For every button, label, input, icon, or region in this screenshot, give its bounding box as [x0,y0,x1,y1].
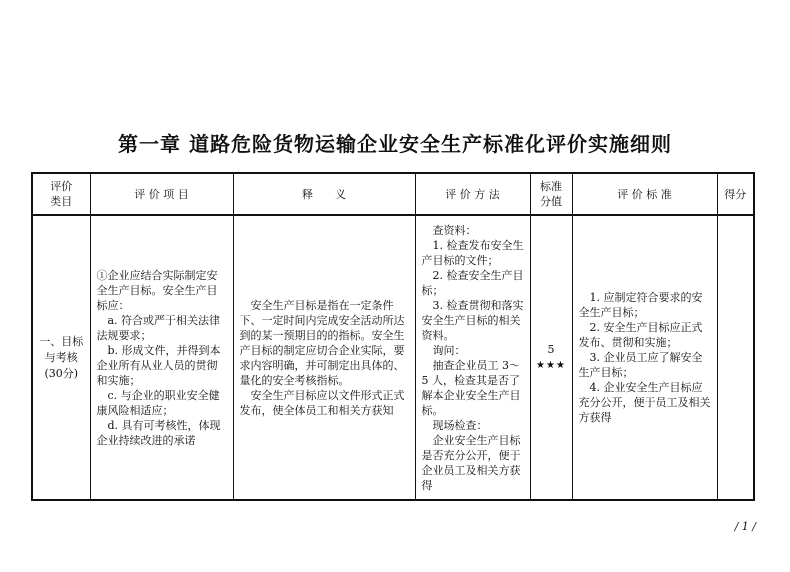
header-standard: 评 价 标 准 [572,173,717,215]
explanation-cell [233,215,415,500]
item-d: d. 具有可考核性，体现企业持续改进的承诺 [96,418,221,447]
method-cell [415,215,530,500]
method-line-6: 抽查企业员工 3～5 人，检查其是否了解本企业安全生产目标。 [421,358,521,417]
page-number: / 1 / [734,520,756,533]
method-line-3: 2. 检查安全生产目标； [421,268,524,297]
method-line-1: 查资料： [432,223,477,237]
header-score-line1: 标准 [540,180,562,193]
chapter-title: 第一章 道路危险货物运输企业安全生产标准化评价实施细则 [118,132,672,156]
evaluation-table [31,172,755,501]
method-line-4: 3. 检查贯彻和落实安全生产目标的相关资料。 [421,298,524,342]
result-cell [717,215,754,500]
table-row [32,215,754,500]
standard-line-4: 4. 企业安全生产目标应充分公开，便于员工及相关方获得 [578,381,711,424]
standard-cell [572,215,717,500]
header-method: 评 价 方 法 [415,173,530,215]
header-score-line2: 分值 [540,195,562,208]
table-header-row [32,173,754,215]
method-line-2: 1. 检查发布安全生产目标的文件； [421,238,524,267]
header-explanation: 释 义 [233,173,415,215]
method-line-8: 企业安全生产目标是否充分公开，便于企业员工及相关方获得 [421,433,521,492]
method-line-5: 询问： [432,343,466,357]
item-b: b. 形成文件，并得到本企业所有从业人员的贯彻和实施； [96,343,221,387]
item-intro: ①企业应结合实际制定安全生产目标。安全生产目标应： [96,268,218,312]
item-c: c. 与企业的职业安全健康风险相适应； [96,388,220,417]
item-cell [90,215,233,500]
category-text: 一、目标与考核(30分) [39,334,84,380]
header-result: 得分 [717,173,754,215]
item-a: a. 符合或严于相关法律法规要求； [96,313,221,342]
standard-line-3: 3. 企业员工应了解安全生产目标； [578,351,703,379]
header-score [530,173,572,215]
standard-line-2: 2. 安全生产目标应正式发布、贯彻和实施； [578,321,703,349]
star-rating: ★★★ [536,359,566,371]
method-line-7: 现场检查： [432,418,488,432]
standard-line-1: 1. 应制定符合要求的安全生产目标； [578,291,703,319]
header-item: 评 价 项 目 [90,173,233,215]
category-cell [32,215,90,500]
explanation-para-1: 安全生产目标是指在一定条件下、一定时间内完成安全活动所达到的某一预期目的的指标。安全生产目标的制定应切合企业实际，要求内容明确，并可制定出具体的、量化的安全考核指标。 [239,298,405,387]
header-category: 评价类目 [32,173,90,215]
score-cell [530,215,572,500]
explanation-para-2: 安全生产目标应以文件形式正式发布，使全体员工和相关方获知 [239,388,405,417]
score-value: 5 [547,342,555,356]
